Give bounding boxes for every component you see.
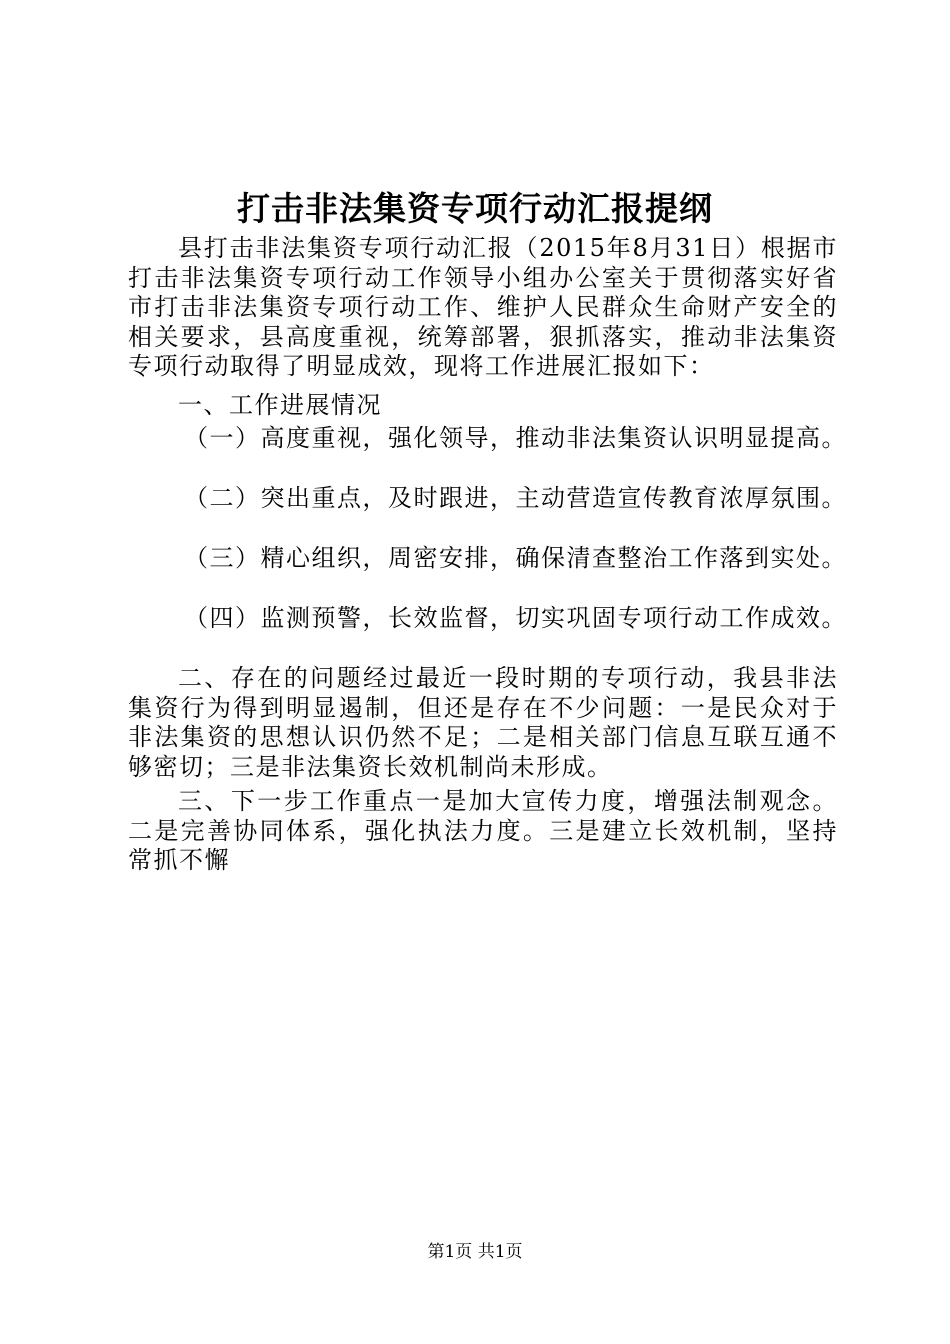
section1-item-1: （一）高度重视，强化领导，推动非法集资认识明显提高。 xyxy=(184,424,847,452)
section2-paragraph: 二、存在的问题经过最近一段时期的专项行动，我县非法集资行为得到明显遏制，但还是存在不少问题：一是民众对于非法集资的思想认识仍然不足；二是相关部门信息互联互通不够密切；三是非法集资长效机制尚未形成。 xyxy=(128,664,838,781)
intro-paragraph: 县打击非法集资专项行动汇报（2015年8月31日）根据市打击非法集资专项行动工作领导小组办公室关于贯彻落实好省市打击非法集资专项行动工作、维护人民群众生命财产安全的相关要求，县高度重视，统筹部署，狠抓落实，推动非法集资专项行动取得了明显成效，现将工作进展汇报如下： xyxy=(128,234,838,380)
section1-item-4: （四）监测预警，长效监督，切实巩固专项行动工作成效。 xyxy=(184,604,847,632)
section3-paragraph: 三、下一步工作重点一是加大宣传力度，增强法制观念。二是完善协同体系，强化执法力度。三是建立长效机制，坚持常抓不懈 xyxy=(128,787,838,874)
section1-item-2: （二）突出重点，及时跟进，主动营造宣传教育浓厚氛围。 xyxy=(184,484,847,512)
section1-item-3: （三）精心组织，周密安排，确保清查整治工作落到实处。 xyxy=(184,544,847,572)
section1-heading: 一、工作进展情况 xyxy=(178,391,382,419)
page-footer: 第1页 共1页 xyxy=(427,1242,523,1262)
document-title: 打击非法集资专项行动汇报提纲 xyxy=(237,189,713,228)
